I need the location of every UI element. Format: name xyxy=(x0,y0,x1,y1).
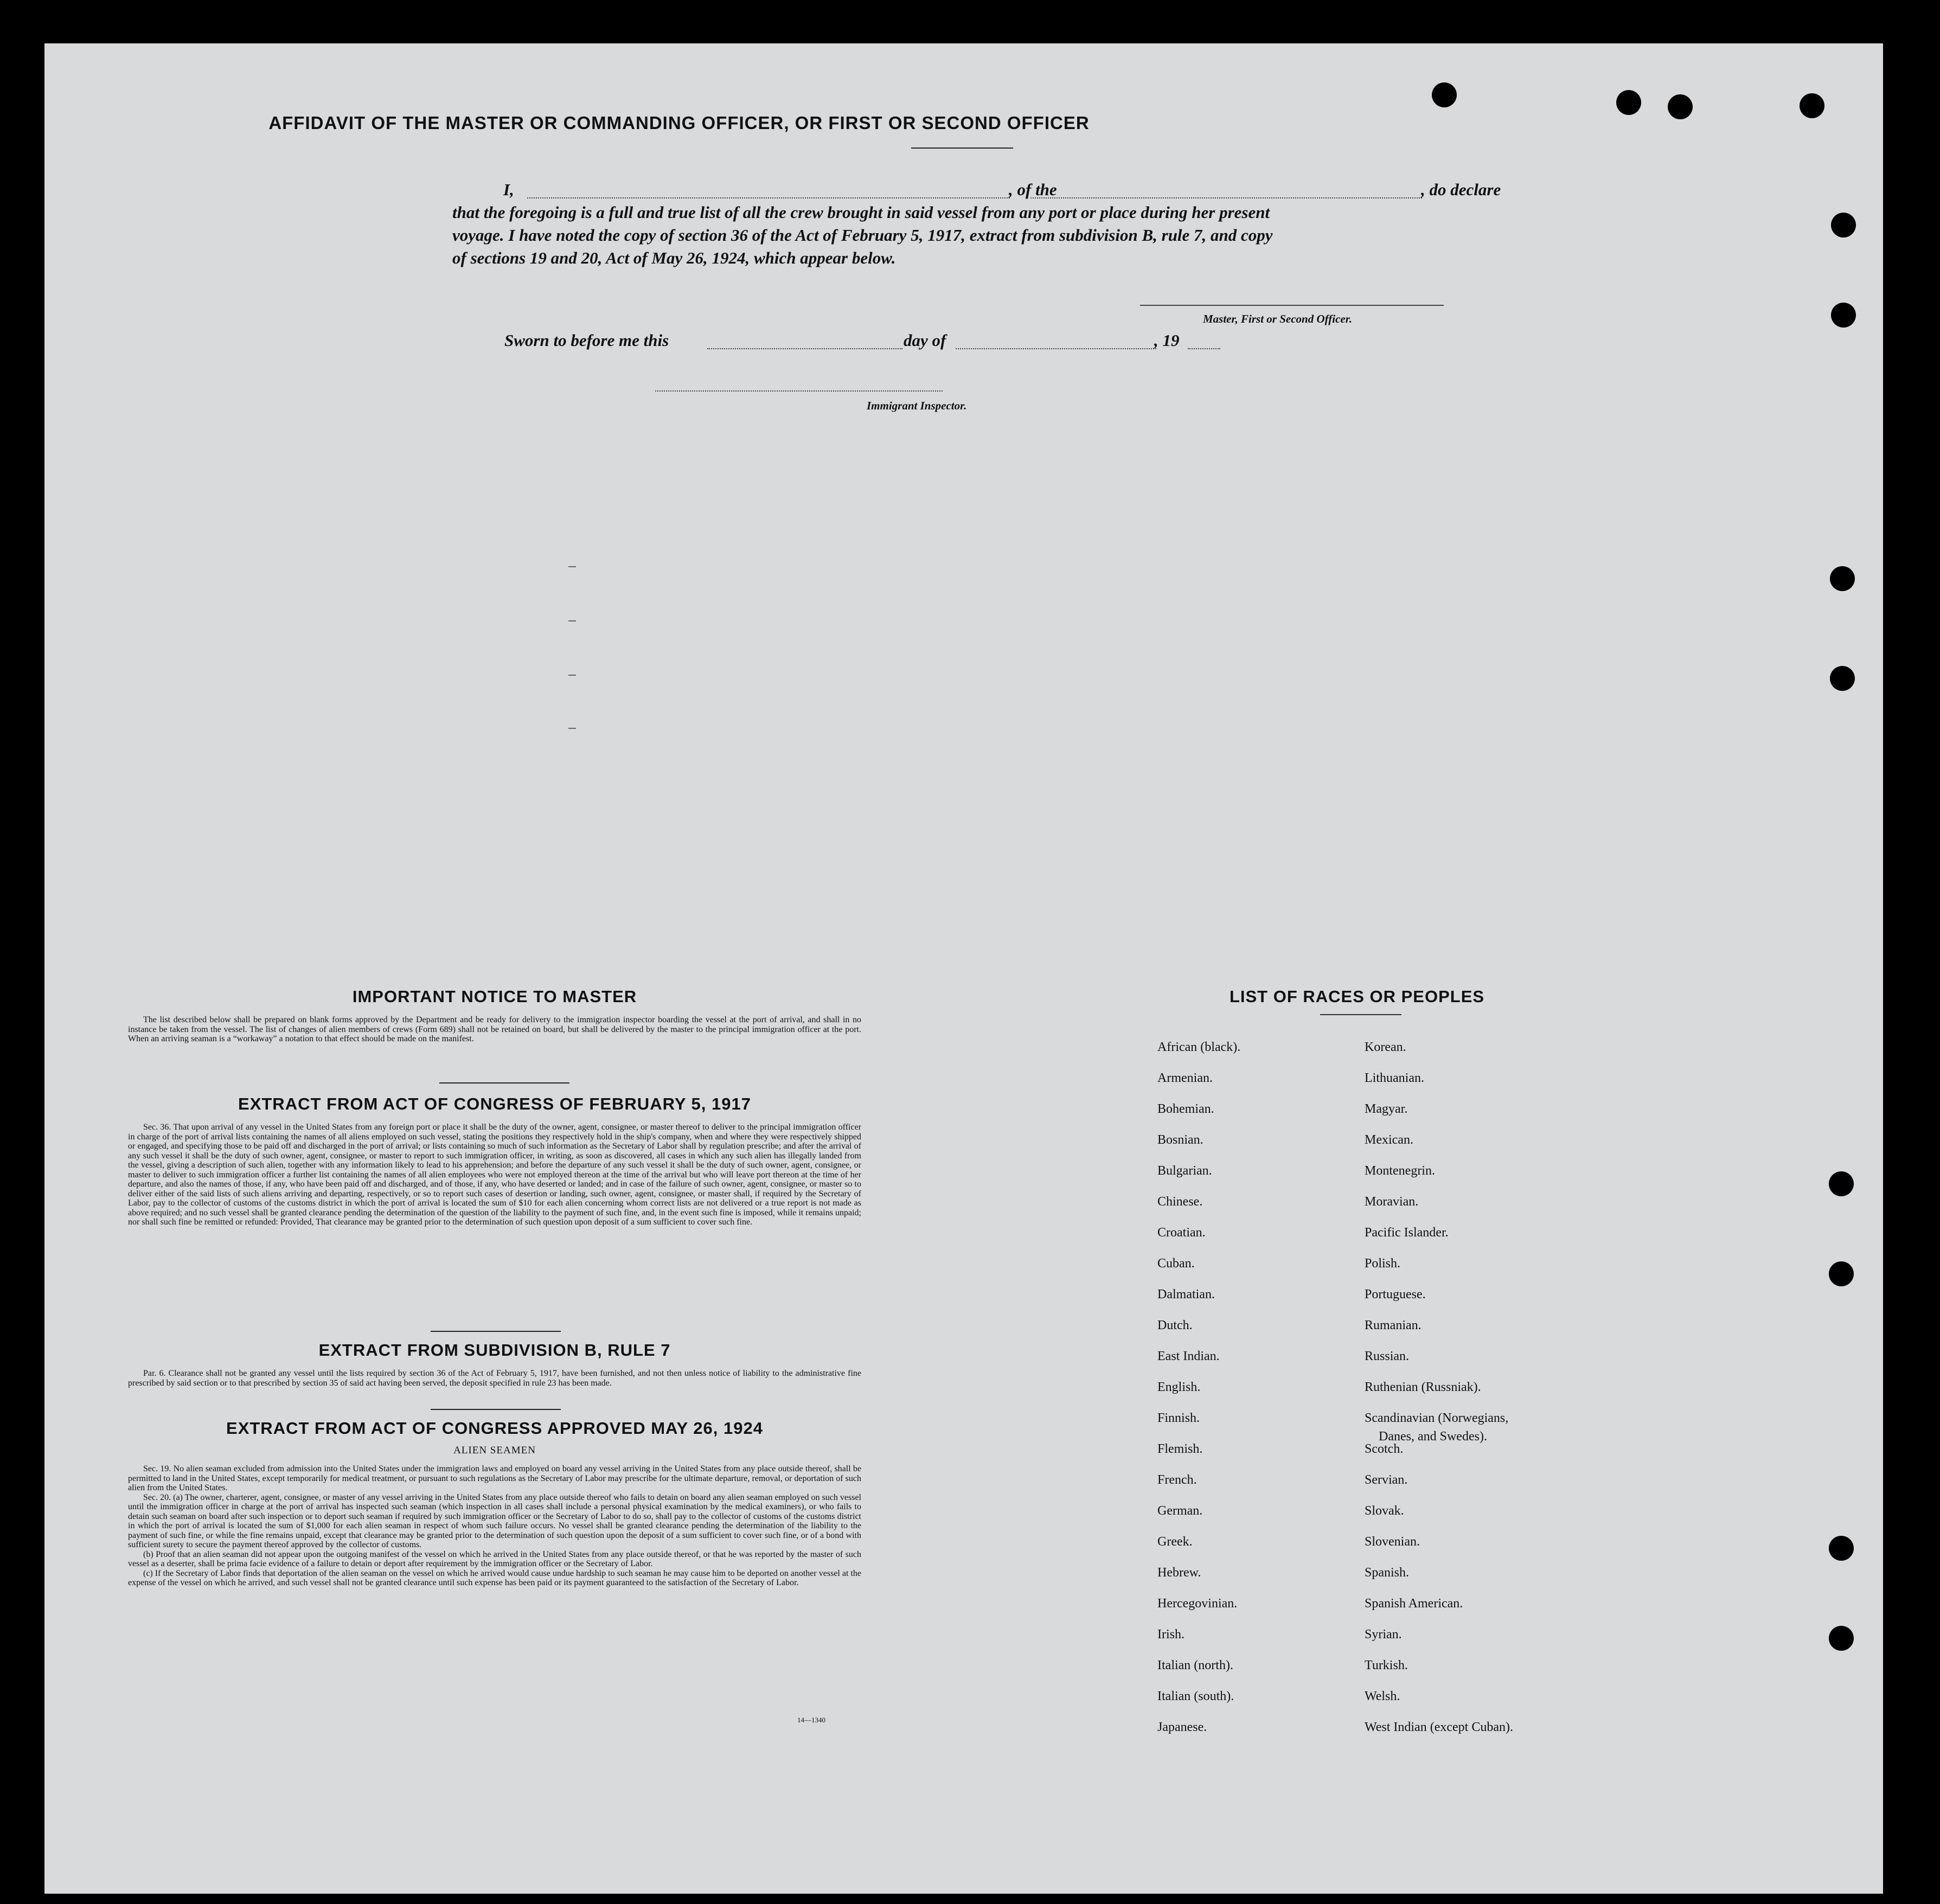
race-item: Polish. xyxy=(1365,1256,1401,1271)
race-item: Welsh. xyxy=(1365,1689,1400,1703)
race-item: Italian (north). xyxy=(1157,1658,1233,1672)
race-item-continuation: Danes, and Swedes). xyxy=(1379,1429,1487,1444)
section-divider xyxy=(431,1409,561,1410)
race-item: Cuban. xyxy=(1157,1256,1195,1271)
extract-1924-text xyxy=(128,1464,861,1588)
sec-19-paragraph: Sec. 19. No alien seaman excluded from admission into the United States under the immigration laws and employed on board any vessel arriving in the United States from any place outside thereof, shall be permitted to land in the United States, except temporarily for medical treatment, or pursuant to such regulations as the Secretary of Labor may prescribe for the ultimate departure, removal, or deportation of such alien from the United States. xyxy=(128,1464,861,1492)
affidavit-title: AFFIDAVIT OF THE MASTER OR COMMANDING OFFICER, OR FIRST OR SECOND OFFICER xyxy=(268,113,1090,133)
year-label: , 19 xyxy=(1154,331,1180,350)
sec-20a-paragraph: Sec. 20. (a) The owner, charterer, agent, consignee, or master of any vessel arriving in the United States from any place outside thereof who fails to detain on board any alien seaman employed on such vessel until the immigration officer in charge at the port of arrival has inspected such seaman (which inspection in all cases shall include a personal physical examination by the medical examiners), or who fails to detain such seaman on board after such inspection or to deport such seaman if required by such immigration officer or the Secretary of Labor to do so, shall pay to the collector of customs of the customs district in which the port of arrival is located the sum of $1,000 for each alien seaman in respect of whom such failure occurs. No vessel shall be granted clearance pending the determination of the liability to the payment of such fine, or while the fine remains unpaid, except that clearance may be granted prior to the determination of such question upon the deposit of a sum sufficient to cover such fine, or of a bond with sufficient surety to secure the payment thereof approved by the collector of customs. xyxy=(128,1492,861,1549)
section-divider xyxy=(439,1082,569,1084)
sec-20c-paragraph: (c) If the Secretary of Labor finds that deportation of the alien seaman on the vessel on which he arrived would cause undue hardship to such seaman he may cause him to be deported on another vessel at the expense of the vessel on which he arrived, and such vessel shall not be granted clearance until such expense has been paid or its payment guaranteed to the satisfaction of the Secretary of Labor. xyxy=(128,1568,861,1587)
notice-paragraph: The list described below shall be prepared on blank forms approved by the Department and be ready for delivery to the immigration inspector boarding the vessel at the port of arrival, and shall in no instance be taken from the vessel. The list of changes of alien members of crews (Form 689) shall not be retained on board, but shall be delivered by the master to the principal immigration officer at the port. When an arriving seaman is a “workaway” a notation to that effect should be made on the manifest. xyxy=(128,1015,861,1043)
race-item: French. xyxy=(1157,1473,1197,1487)
race-item: Lithuanian. xyxy=(1365,1071,1424,1085)
punch-hole xyxy=(1830,566,1855,591)
section-36-paragraph: Sec. 36. That upon arrival of any vessel in the United States from any foreign port or place it shall be the duty of the owner, agent, consignee, or master thereof to deliver to the principal immigration officer in charge of the port of arrival lists containing the names of all aliens employed on such vessel, stating the positions they respectively hold in the ship's company, when and where they were respectively shipped or engaged, and specifying those to be paid off and discharged in the port of arrival; or lists containing so much of such information as the Secretary of Labor shall by regulation prescribe; and after the arrival of any such vessel it shall be the duty of such owner, agent, consignee, or master to report to such immigration officer, in writing, as soon as discovered, all cases in which any such alien has illegally landed from the vessel, giving a description of such alien, together with any information likely to lead to his apprehension; and before the departure of any such vessel it shall be the duty of such owner, agent, consignee, or master to deliver to such immigration officer a further list containing the names of all alien employees who were not employed thereon at the time of the arrival but who will leave port thereon at the time of her departure, and also the names of those, if any, who have been paid off and discharged, and of those, if any, who have deserted or landed; and in case of the failure of such owner, agent, consignee, or master so to deliver either of the said lists of such aliens arriving and departing, respectively, or so to report such cases of desertion or landing, such owner, agent, consignee, or master shall, if required by the Secretary of Labor, pay to the collector of customs of the customs district in which the port of arrival is located the sum of $10 for each alien concerning whom correct lists are not delivered or a true report is not made as above required; and no such vessel shall be granted clearance pending the determination of the question of the liability to the payment of such fine, and, in the event such fine is imposed, while it remains unpaid; nor shall such fine be remitted or refunded: Provided, That clearance may be granted prior to the determination of such question upon deposit of a sum sufficient to cover such fine. xyxy=(128,1123,861,1227)
title-underline xyxy=(911,148,1013,149)
affidavit-line-3: voyage. I have noted the copy of section 36 of the Act of February 5, 1917, extract from subdivision B, rule 7, and copy xyxy=(452,226,1273,245)
race-item: Ruthenian (Russniak). xyxy=(1365,1380,1481,1394)
section-divider xyxy=(431,1331,561,1332)
race-item: German. xyxy=(1157,1504,1203,1518)
race-item: Italian (south). xyxy=(1157,1689,1234,1703)
form-number: 14—1340 xyxy=(797,1716,825,1724)
subdivision-b-text xyxy=(128,1369,861,1388)
race-item: Croatian. xyxy=(1157,1226,1206,1240)
extract-1917-title: EXTRACT FROM ACT OF CONGRESS OF FEBRUARY 5, 1917 xyxy=(238,1094,751,1113)
race-item: Irish. xyxy=(1157,1627,1185,1642)
race-item: Russian. xyxy=(1365,1349,1410,1363)
races-title: LIST OF RACES OR PEOPLES xyxy=(1229,987,1485,1006)
alien-seamen-subtitle: ALIEN SEAMEN xyxy=(453,1445,536,1456)
race-item: Scandinavian (Norwegians, xyxy=(1365,1411,1509,1425)
race-item: Syrian. xyxy=(1365,1627,1402,1642)
punch-hole xyxy=(1830,666,1855,691)
par-6-paragraph: Par. 6. Clearance shall not be granted any vessel until the lists required by section 36 of the Act of February 5, 1917, have been furnished, and not then unless notice of liability to the administrative fine prescribed by said section or to that prescribed by section 35 of said act having been served, the deposit specified in rule 23 has been made. xyxy=(128,1369,861,1388)
race-item: Flemish. xyxy=(1157,1442,1203,1456)
do-declare-label: , do declare xyxy=(1421,180,1501,199)
race-item: Pacific Islander. xyxy=(1365,1226,1449,1240)
punch-hole xyxy=(1831,303,1856,328)
race-item: Dalmatian. xyxy=(1157,1287,1215,1302)
notice-title: IMPORTANT NOTICE TO MASTER xyxy=(352,987,637,1006)
affiant-label: I, xyxy=(503,180,514,199)
race-item: Bosnian. xyxy=(1157,1133,1203,1147)
punch-hole xyxy=(1829,1261,1854,1286)
race-item: Korean. xyxy=(1365,1040,1406,1054)
master-signature-line[interactable] xyxy=(1140,305,1444,306)
race-item: Moravian. xyxy=(1365,1195,1419,1209)
punch-hole xyxy=(1432,82,1457,107)
race-item: Slovak. xyxy=(1365,1504,1404,1518)
punch-hole xyxy=(1829,1536,1854,1561)
punch-hole xyxy=(1800,93,1824,118)
margin-mark xyxy=(568,620,576,621)
sworn-year-line[interactable] xyxy=(1188,348,1220,349)
race-item: English. xyxy=(1157,1380,1201,1394)
sworn-label: Sworn to before me this xyxy=(504,331,669,350)
race-item: Armenian. xyxy=(1157,1071,1213,1085)
race-item: Spanish. xyxy=(1365,1566,1410,1580)
race-item: African (black). xyxy=(1157,1040,1241,1054)
extract-1924-title: EXTRACT FROM ACT OF CONGRESS APPROVED MAY 26, 1924 xyxy=(226,1419,763,1438)
punch-hole xyxy=(1829,1626,1854,1651)
race-item: Bohemian. xyxy=(1157,1102,1214,1116)
vessel-name-line[interactable] xyxy=(1030,197,1422,198)
race-item: Japanese. xyxy=(1157,1720,1207,1734)
race-item: Mexican. xyxy=(1365,1133,1413,1147)
affidavit-line-2: that the foregoing is a full and true list of all the crew brought in said vessel from any port or place during her present xyxy=(452,203,1270,222)
subdivision-b-title: EXTRACT FROM SUBDIVISION B, RULE 7 xyxy=(318,1341,671,1360)
margin-mark xyxy=(568,675,576,676)
race-item: Scotch. xyxy=(1365,1442,1404,1456)
inspector-label: Immigrant Inspector. xyxy=(867,399,967,412)
extract-1917-text xyxy=(128,1123,861,1227)
race-item: Greek. xyxy=(1157,1535,1193,1549)
of-the-label: , of the xyxy=(1009,180,1057,199)
race-item: Spanish American. xyxy=(1365,1597,1463,1611)
sec-20b-paragraph: (b) Proof that an alien seaman did not appear upon the outgoing manifest of the vessel on which he arrived in the United States from any place outside thereof, or that he was reported by the master of such vessel as a deserter, shall be prima facie evidence of a failure to detain or deport after requirement by the immigration officer or the Secretary of Labor. xyxy=(128,1549,861,1568)
margin-mark xyxy=(568,728,576,729)
margin-mark xyxy=(568,566,576,567)
day-of-label: day of xyxy=(904,331,946,350)
punch-hole xyxy=(1616,90,1641,115)
inspector-signature-line[interactable] xyxy=(655,390,943,392)
punch-hole xyxy=(1668,94,1693,119)
race-item: Slovenian. xyxy=(1365,1535,1420,1549)
race-item: Chinese. xyxy=(1157,1195,1203,1209)
race-item: Servian. xyxy=(1365,1473,1408,1487)
sworn-month-line[interactable] xyxy=(956,348,1156,349)
notice-text xyxy=(128,1015,861,1044)
race-item: Portuguese. xyxy=(1365,1287,1426,1302)
race-item: Montenegrin. xyxy=(1365,1164,1435,1178)
race-item: Hebrew. xyxy=(1157,1566,1201,1580)
race-item: Hercegovinian. xyxy=(1157,1597,1238,1611)
race-item: Rumanian. xyxy=(1365,1318,1422,1332)
punch-hole xyxy=(1831,213,1856,238)
races-title-underline xyxy=(1320,1014,1401,1015)
race-item: Turkish. xyxy=(1365,1658,1408,1672)
race-item: East Indian. xyxy=(1157,1349,1220,1363)
affiant-name-line[interactable] xyxy=(527,197,1010,198)
punch-hole xyxy=(1829,1171,1854,1196)
master-signature-label: Master, First or Second Officer. xyxy=(1203,312,1352,325)
document-page xyxy=(44,43,1883,1894)
race-item: Bulgarian. xyxy=(1157,1164,1212,1178)
race-item: Magyar. xyxy=(1365,1102,1408,1116)
affidavit-line-4: of sections 19 and 20, Act of May 26, 1924, which appear below. xyxy=(452,248,896,267)
race-item: Finnish. xyxy=(1157,1411,1200,1425)
sworn-day-line[interactable] xyxy=(707,348,902,349)
race-item: West Indian (except Cuban). xyxy=(1365,1720,1513,1734)
race-item: Dutch. xyxy=(1157,1318,1193,1332)
